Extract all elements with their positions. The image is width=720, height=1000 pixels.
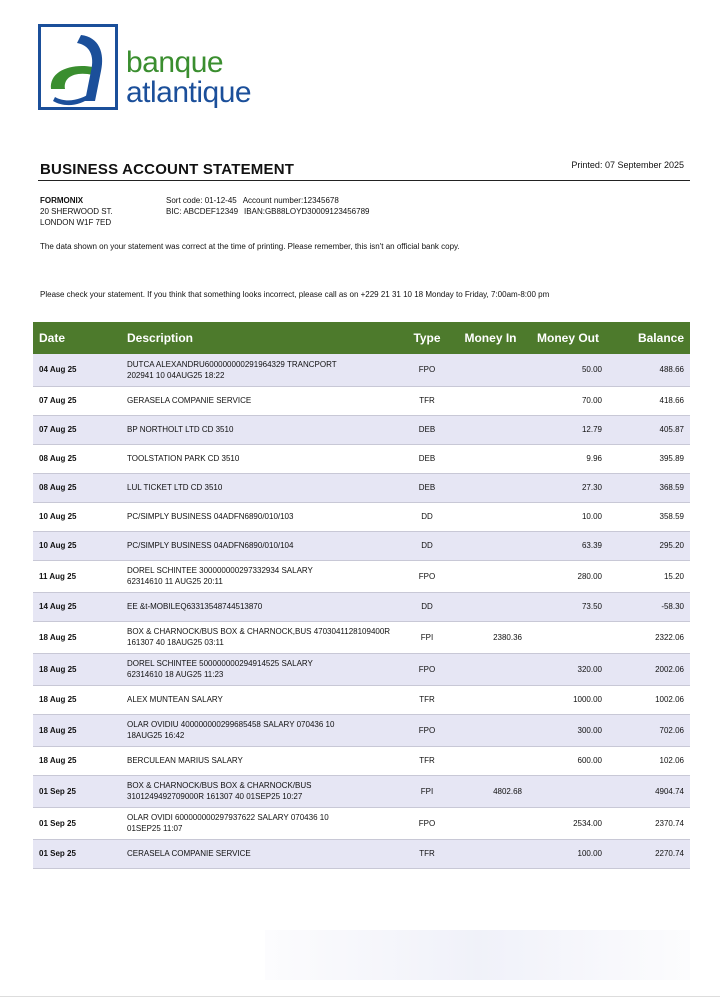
row-money-out: 73.50: [528, 592, 608, 621]
logo-wordmark: [126, 48, 251, 108]
row-type: DEB: [401, 473, 453, 502]
row-money-in: 4802.68: [453, 775, 528, 807]
row-date: 18 Aug 25: [33, 746, 121, 775]
row-money-in: [453, 444, 528, 473]
check-note: Please check your statement. If you think that something looks incorrect, please call as on +229 21 31 10 18 Monday to Friday, 7:00am-8:00 pm: [40, 290, 550, 299]
page-edge: [0, 996, 720, 997]
row-description: [121, 746, 401, 775]
row-description-line-1: OLAR OVIDIU 400000000299685458 SALARY 070436 10: [127, 720, 335, 729]
row-type: DEB: [401, 415, 453, 444]
row-money-out: 27.30: [528, 473, 608, 502]
table-row: [33, 746, 690, 775]
row-description-line-1: ALEX MUNTEAN SALARY: [127, 695, 223, 704]
row-type: TFR: [401, 839, 453, 868]
logo-line-2: atlantique: [126, 76, 252, 109]
row-date: 18 Aug 25: [33, 621, 121, 653]
table-row: [33, 473, 690, 502]
table-header-row: [33, 322, 690, 354]
row-description: [121, 621, 401, 653]
row-money-out: 300.00: [528, 714, 608, 746]
address-line-1: 20 SHERWOOD ST.: [40, 207, 113, 216]
row-date: 10 Aug 25: [33, 531, 121, 560]
row-date: 18 Aug 25: [33, 653, 121, 685]
logo-line-1: banque: [126, 46, 224, 79]
row-money-out: 9.96: [528, 444, 608, 473]
row-money-in: [453, 807, 528, 839]
header-date: Date: [33, 322, 121, 354]
row-description-line-2: 18AUG25 16:42: [127, 731, 185, 740]
customer-address: [40, 195, 113, 228]
row-description: [121, 354, 401, 386]
row-date: 04 Aug 25: [33, 354, 121, 386]
address-line-2: LONDON W1F 7ED: [40, 218, 112, 227]
row-money-out: 70.00: [528, 386, 608, 415]
row-date: 11 Aug 25: [33, 560, 121, 592]
table-row: [33, 839, 690, 868]
row-description-line-2: 62314610 11 AUG25 20:11: [127, 577, 223, 586]
header-balance: Balance: [608, 322, 690, 354]
row-money-out: 63.39: [528, 531, 608, 560]
table-row: [33, 354, 690, 386]
row-money-in: [453, 839, 528, 868]
row-money-in: [453, 560, 528, 592]
row-money-out: 12.79: [528, 415, 608, 444]
row-money-in: [453, 531, 528, 560]
row-type: FPI: [401, 775, 453, 807]
account-number: Account number:12345678: [242, 196, 339, 205]
iban: IBAN:GB88LOYD30009123456789: [244, 207, 370, 216]
row-balance: 4904.74: [608, 775, 690, 807]
table-row: [33, 531, 690, 560]
row-type: FPO: [401, 653, 453, 685]
row-description: [121, 386, 401, 415]
row-description-line-2: 3101249492709000R 161307 40 01SEP25 10:27: [127, 792, 303, 801]
bank-details: [166, 195, 375, 217]
row-description-line-2: 62314610 18 AUG25 11:23: [127, 670, 224, 679]
row-money-in: [453, 685, 528, 714]
row-description-line-2: 202941 10 04AUG25 18:22: [127, 370, 225, 380]
table-row: [33, 592, 690, 621]
row-type: FPO: [401, 807, 453, 839]
row-description: [121, 839, 401, 868]
row-description-line-1: LUL TICKET LTD CD 3510: [127, 483, 223, 492]
header-description: Description: [121, 322, 401, 354]
row-balance: 702.06: [608, 714, 690, 746]
table-row: [33, 653, 690, 685]
row-description-line-1: BOX & CHARNOCK/BUS BOX & CHARNOCK/BUS: [127, 781, 312, 790]
sort-code: Sort code: 01-12-45: [166, 196, 237, 205]
row-money-in: 2380.36: [453, 621, 528, 653]
row-description: [121, 415, 401, 444]
table-row: [33, 444, 690, 473]
row-description-line-1: BERCULEAN MARIUS SALARY: [127, 756, 243, 765]
row-date: 18 Aug 25: [33, 685, 121, 714]
row-date: 08 Aug 25: [33, 444, 121, 473]
row-description-line-1: BOX & CHARNOCK/BUS BOX & CHARNOCK,BUS 4703041128109400R: [127, 627, 391, 636]
row-money-out: 1000.00: [528, 685, 608, 714]
row-date: 07 Aug 25: [33, 415, 121, 444]
row-description-line-1: EE &t-MOBILEQ63313548744513870: [127, 602, 263, 611]
row-money-out: 50.00: [528, 354, 608, 386]
row-type: DD: [401, 531, 453, 560]
row-balance: -58.30: [608, 592, 690, 621]
row-description-line-2: 161307 40 18AUG25 03:11: [127, 638, 224, 647]
row-balance: 15.20: [608, 560, 690, 592]
row-money-in: [453, 473, 528, 502]
table-row: [33, 775, 690, 807]
row-description: [121, 531, 401, 560]
row-money-out: 600.00: [528, 746, 608, 775]
row-money-out: [528, 621, 608, 653]
row-description-line-1: CERASELA COMPANIE SERVICE: [127, 849, 251, 858]
row-money-out: 280.00: [528, 560, 608, 592]
header-money-in: Money In: [453, 322, 528, 354]
faded-watermark: [265, 930, 690, 980]
row-money-in: [453, 502, 528, 531]
row-description: [121, 685, 401, 714]
row-type: TFR: [401, 746, 453, 775]
row-money-out: 100.00: [528, 839, 608, 868]
table-row: [33, 807, 690, 839]
row-description-line-1: GERASELA COMPANIE SERVICE: [127, 396, 252, 405]
row-description-line-1: PC/SIMPLY BUSINESS 04ADFN6890/010/104: [127, 541, 294, 550]
row-money-out: 10.00: [528, 502, 608, 531]
row-date: 18 Aug 25: [33, 714, 121, 746]
row-balance: 368.59: [608, 473, 690, 502]
row-date: 10 Aug 25: [33, 502, 121, 531]
row-money-in: [453, 592, 528, 621]
transactions-table: [33, 322, 690, 869]
header-money-out: Money Out: [528, 322, 608, 354]
row-type: TFR: [401, 685, 453, 714]
row-type: TFR: [401, 386, 453, 415]
row-balance: 102.06: [608, 746, 690, 775]
row-money-in: [453, 746, 528, 775]
row-description: [121, 714, 401, 746]
table-row: [33, 386, 690, 415]
row-date: 01 Sep 25: [33, 807, 121, 839]
row-description-line-1: OLAR OVIDI 600000000297937622 SALARY 070436 10: [127, 813, 329, 822]
row-balance: 2270.74: [608, 839, 690, 868]
row-description-line-1: DOREL SCHINTEE 300000000297332934 SALARY: [127, 566, 313, 575]
row-description-line-1: DOREL SCHINTEE 500000000294914525 SALARY: [127, 659, 313, 668]
bic: BIC: ABCDEF12349: [166, 207, 239, 216]
row-balance: 395.89: [608, 444, 690, 473]
accuracy-note: The data shown on your statement was correct at the time of printing. Please remember, this isn't an official bank copy.: [40, 242, 460, 251]
row-date: 01 Sep 25: [33, 839, 121, 868]
table-row: [33, 685, 690, 714]
statement-title: BUSINESS ACCOUNT STATEMENT: [40, 161, 295, 178]
row-date: 01 Sep 25: [33, 775, 121, 807]
row-description-line-1: BP NORTHOLT LTD CD 3510: [127, 425, 234, 434]
row-money-out: 320.00: [528, 653, 608, 685]
row-balance: 295.20: [608, 531, 690, 560]
table-row: [33, 621, 690, 653]
row-date: 08 Aug 25: [33, 473, 121, 502]
table-row: [33, 502, 690, 531]
row-type: FPO: [401, 714, 453, 746]
row-balance: 2370.74: [608, 807, 690, 839]
row-description-line-1: DUTCA ALEXANDRU600000000291964329 TRANCPORT: [127, 359, 337, 369]
company-name: FORMONIX: [40, 196, 84, 205]
row-description: [121, 473, 401, 502]
row-date: 14 Aug 25: [33, 592, 121, 621]
row-balance: 418.66: [608, 386, 690, 415]
row-date: 07 Aug 25: [33, 386, 121, 415]
row-description: [121, 560, 401, 592]
row-money-out: [528, 775, 608, 807]
row-balance: 1002.06: [608, 685, 690, 714]
row-description: [121, 653, 401, 685]
row-description: [121, 775, 401, 807]
row-type: DD: [401, 502, 453, 531]
bank-logo: [38, 24, 268, 114]
row-description-line-1: PC/SIMPLY BUSINESS 04ADFN6890/010/103: [127, 512, 294, 521]
logo-mark: [38, 24, 118, 110]
row-balance: 405.87: [608, 415, 690, 444]
row-balance: 488.66: [608, 354, 690, 386]
table-row: [33, 560, 690, 592]
table-row: [33, 415, 690, 444]
row-description-line-1: TOOLSTATION PARK CD 3510: [127, 454, 240, 463]
table-row: [33, 714, 690, 746]
row-money-in: [453, 386, 528, 415]
row-money-out: 2534.00: [528, 807, 608, 839]
row-money-in: [453, 714, 528, 746]
row-balance: 2322.06: [608, 621, 690, 653]
row-money-in: [453, 354, 528, 386]
row-type: FPO: [401, 560, 453, 592]
header-type: Type: [401, 322, 453, 354]
row-money-in: [453, 653, 528, 685]
row-description: [121, 592, 401, 621]
printed-date: Printed: 07 September 2025: [571, 160, 684, 170]
row-description: [121, 444, 401, 473]
row-description: [121, 502, 401, 531]
title-divider: [38, 180, 690, 181]
row-type: FPI: [401, 621, 453, 653]
row-description: [121, 807, 401, 839]
row-balance: 2002.06: [608, 653, 690, 685]
row-type: FPO: [401, 354, 453, 386]
row-description-line-2: 01SEP25 11:07: [127, 824, 183, 833]
row-type: DEB: [401, 444, 453, 473]
row-balance: 358.59: [608, 502, 690, 531]
row-type: DD: [401, 592, 453, 621]
row-money-in: [453, 415, 528, 444]
